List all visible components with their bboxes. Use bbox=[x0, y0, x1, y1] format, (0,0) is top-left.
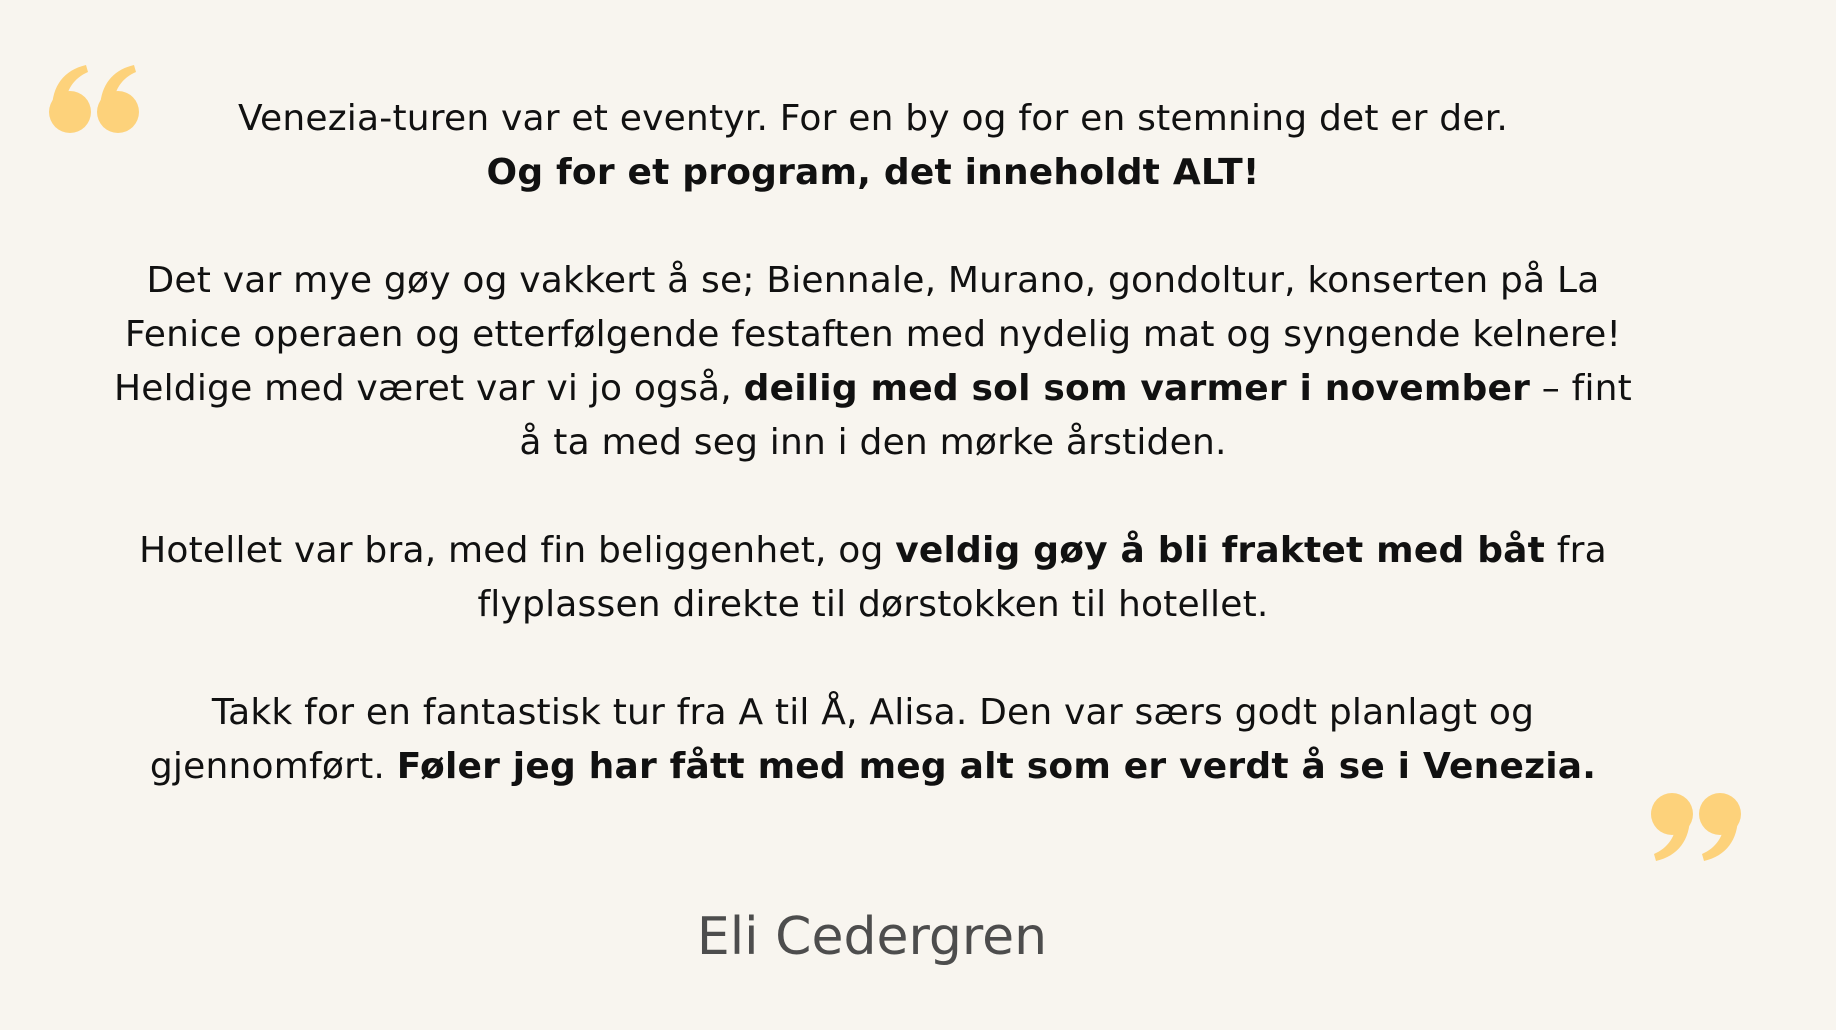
testimonial-p2-text: Det var mye gøy og vakkert å se; Biennale, Murano, gondoltur, konserten på La Fenice operaen og etterfølgende festaften med nydelig mat og syngende kelnere! Heldige med været var vi jo også, bbox=[113, 260, 1622, 409]
testimonial-p2-after: – fint å ta med seg inn i den mørke årstiden. bbox=[519, 368, 1632, 463]
testimonial-paragraph-4 bbox=[100, 686, 1646, 794]
testimonial-paragraph-2 bbox=[100, 254, 1646, 470]
testimonial-text bbox=[100, 92, 1646, 794]
testimonial-paragraph-1 bbox=[100, 92, 1646, 200]
testimonial-p2-bold: deilig med sol som varmer i november bbox=[743, 368, 1531, 409]
testimonial-p4-bold: Føler jeg har fått med meg alt som er verdt å se i Venezia. bbox=[396, 746, 1597, 787]
testimonial-p3-bold: veldig gøy å bli fraktet med båt bbox=[895, 530, 1546, 571]
testimonial-p4-before: Takk for en fantastisk tur fra A til Å, Alisa. Den var særs godt planlagt og gjennomført. bbox=[149, 692, 1535, 787]
closing-quote-icon bbox=[1648, 792, 1742, 862]
testimonial-p1-bold-line: Og for et program, det inneholdt ALT! bbox=[486, 152, 1260, 193]
testimonial-paragraph-3 bbox=[100, 524, 1646, 632]
author-name: Eli Cedergren bbox=[696, 907, 1048, 967]
testimonial-p3-after: fra flyplassen direkte til dørstokken til hotellet. bbox=[477, 530, 1607, 625]
testimonial-p3-before: Hotellet var bra, med fin beliggenhet, og bbox=[139, 530, 896, 571]
testimonial-p1-line1: Venezia-turen var et eventyr. For en by og for en stemning det er der. bbox=[237, 98, 1509, 139]
